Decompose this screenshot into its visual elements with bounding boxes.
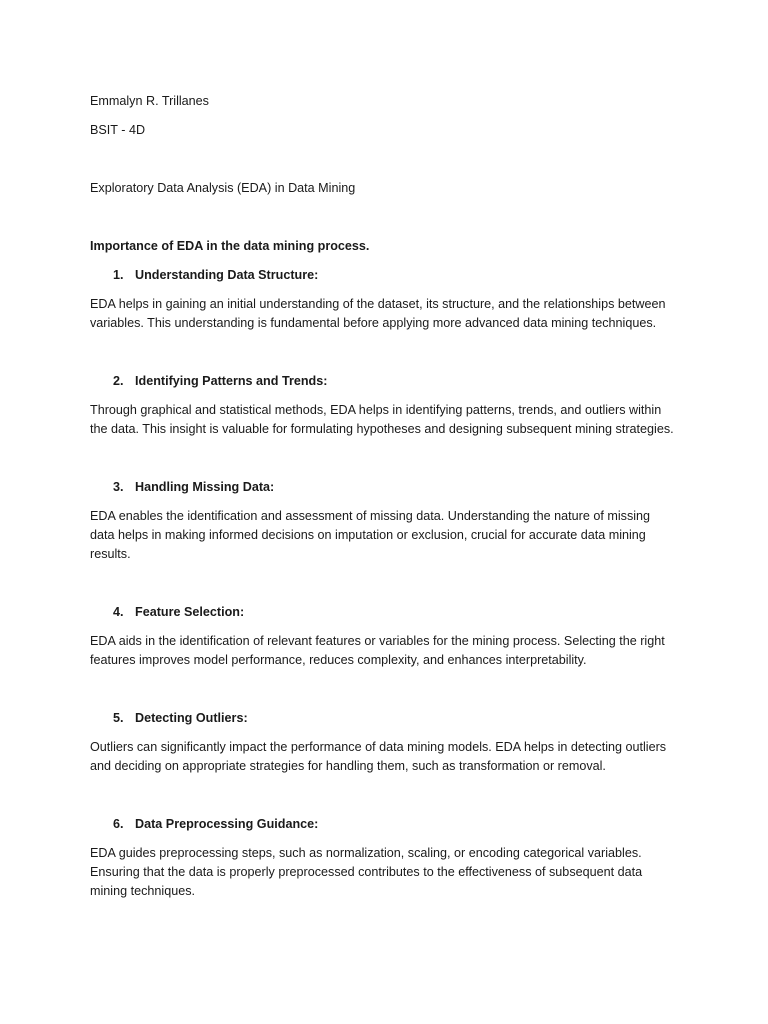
item-body bbox=[90, 295, 690, 333]
item-title: Understanding Data Structure: bbox=[135, 268, 319, 282]
section-code: BSIT - 4D bbox=[90, 123, 146, 137]
item-body bbox=[90, 507, 690, 564]
body-line: Outliers can significantly impact the performance of data mining models. EDA helps in detecting outliers bbox=[90, 740, 667, 754]
item-heading bbox=[90, 372, 690, 391]
item-number: 6. bbox=[113, 817, 124, 831]
intro-heading: Importance of EDA in the data mining process. bbox=[90, 239, 370, 253]
item-title: Identifying Patterns and Trends: bbox=[135, 374, 328, 388]
item-title: Feature Selection: bbox=[135, 605, 245, 619]
body-line: EDA guides preprocessing steps, such as normalization, scaling, or encoding categorical variables. bbox=[90, 846, 642, 860]
body-line: the data. This insight is valuable for formulating hypotheses and designing subsequent mining strategies. bbox=[90, 422, 674, 436]
item-body bbox=[90, 632, 690, 670]
author-name: Emmalyn R. Trillanes bbox=[90, 94, 209, 108]
list-item bbox=[90, 815, 690, 901]
item-heading bbox=[90, 815, 690, 834]
body-line: features improves model performance, reduces complexity, and enhances interpretability. bbox=[90, 653, 587, 667]
item-number: 5. bbox=[113, 711, 124, 725]
item-body bbox=[90, 401, 690, 439]
item-number: 2. bbox=[113, 374, 124, 388]
item-title: Handling Missing Data: bbox=[135, 480, 275, 494]
body-line: and deciding on appropriate strategies for handling them, such as transformation or removal. bbox=[90, 759, 606, 773]
item-heading bbox=[90, 603, 690, 622]
item-body bbox=[90, 738, 690, 776]
body-line: mining techniques. bbox=[90, 884, 196, 898]
document-title: Exploratory Data Analysis (EDA) in Data Mining bbox=[90, 181, 356, 195]
item-heading bbox=[90, 266, 690, 285]
list-item bbox=[90, 266, 690, 333]
body-line: EDA enables the identification and assessment of missing data. Understanding the nature of missing bbox=[90, 509, 651, 523]
body-line: Through graphical and statistical methods, EDA helps in identifying patterns, trends, and outliers within bbox=[90, 403, 662, 417]
list-item bbox=[90, 603, 690, 670]
list-item bbox=[90, 478, 690, 564]
body-line: Ensuring that the data is properly preprocessed contributes to the effectiveness of subsequent data bbox=[90, 865, 643, 879]
body-line: data helps in making informed decisions on imputation or exclusion, crucial for accurate data mining bbox=[90, 528, 646, 542]
body-line: EDA helps in gaining an initial understanding of the dataset, its structure, and the relationships between bbox=[90, 297, 666, 311]
item-number: 4. bbox=[113, 605, 124, 619]
document-page bbox=[90, 92, 690, 940]
item-heading bbox=[90, 709, 690, 728]
item-number: 1. bbox=[113, 268, 124, 282]
body-line: EDA aids in the identification of relevant features or variables for the mining process. Selecting the right bbox=[90, 634, 665, 648]
numbered-list bbox=[90, 266, 690, 901]
item-title: Data Preprocessing Guidance: bbox=[135, 817, 319, 831]
body-line: variables. This understanding is fundamental before applying more advanced data mining techniques. bbox=[90, 316, 657, 330]
list-item bbox=[90, 372, 690, 439]
list-item bbox=[90, 709, 690, 776]
item-title: Detecting Outliers: bbox=[135, 711, 248, 725]
item-number: 3. bbox=[113, 480, 124, 494]
body-line: results. bbox=[90, 547, 131, 561]
item-heading bbox=[90, 478, 690, 497]
item-body bbox=[90, 844, 690, 901]
